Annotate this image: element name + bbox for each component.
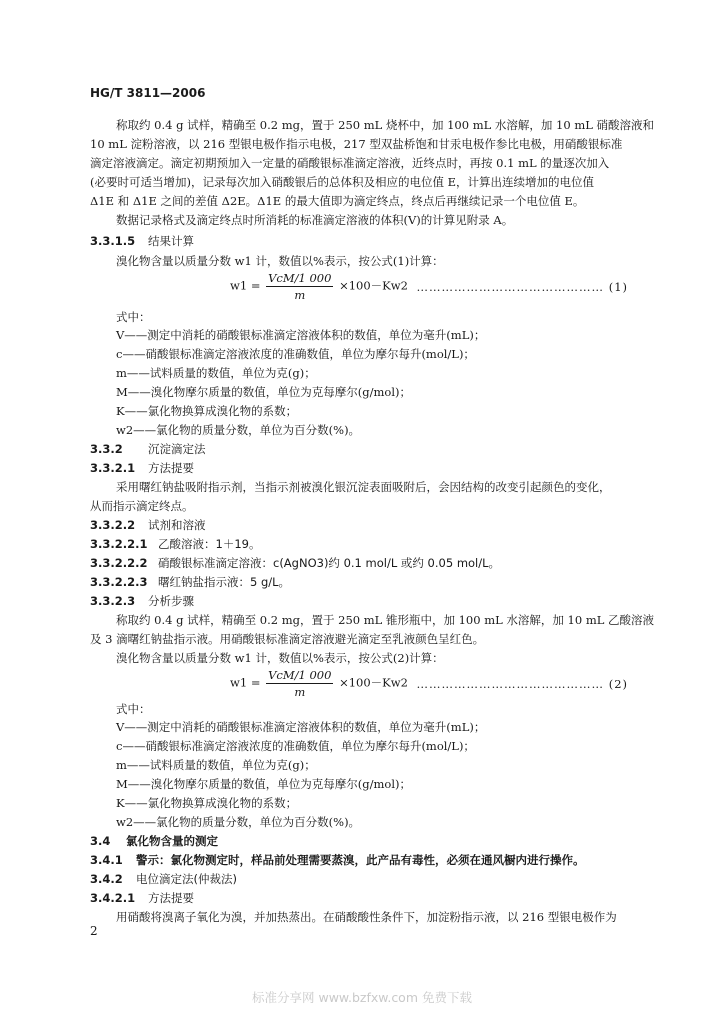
section-title: 分析步骤 xyxy=(148,594,194,608)
formula-rhs: ×100－Kw2 xyxy=(339,675,408,690)
section-heading-3321 xyxy=(90,459,636,478)
section-number: 3.4.1 xyxy=(90,853,123,867)
definition-line: M——溴化物摩尔质量的数值，单位为克每摩尔(g/mol)； xyxy=(116,777,411,791)
section-number: 3.3.2.2.2 xyxy=(90,556,148,570)
formula-lhs: w1 = xyxy=(230,675,261,690)
formula-1 xyxy=(230,270,408,303)
definition-line: V——测定中消耗的硝酸银标准滴定溶液体积的数值，单位为毫升(mL)； xyxy=(116,720,486,734)
paragraph-line: 及 3 滴曙红钠盐指示液。用硝酸银标准滴定溶液避光滴定至乳液颜色呈红色。 xyxy=(90,632,485,646)
section-title: 结果计算 xyxy=(148,234,194,248)
section-number: 3.4.2.1 xyxy=(90,891,136,905)
equation-number-1: ……………………………………… (1) xyxy=(416,280,628,294)
section-title: 方法提要 xyxy=(148,891,194,905)
paragraph-line: 称取约 0.4 g 试样，精确至 0.2 mg，置于 250 mL 烧杯中，加 100 mL 水溶解，加 10 mL 硝酸溶液和 xyxy=(116,118,655,132)
section-heading-3322 xyxy=(90,516,636,535)
section-number: 3.4 xyxy=(90,834,111,848)
section-title: 乙酸溶液：1＋19。 xyxy=(158,537,261,551)
section-heading-332 xyxy=(90,440,636,459)
section-heading-33221 xyxy=(90,535,636,554)
section-heading-33222 xyxy=(90,554,636,573)
calc-intro-2: 溴化物含量以质量分数 w1 计，数值以%表示，按公式(2)计算： xyxy=(116,651,444,665)
fraction-numerator: VcM/1 000 xyxy=(268,271,332,285)
paragraph-line: 滴定溶液滴定。滴定初期预加入一定量的硝酸银标准滴定溶液，近终点时，再按 0.1 mL 的量逐次加入 xyxy=(90,156,610,170)
section-title: 试剂和溶液 xyxy=(148,518,206,532)
section-number: 3.3.2.1 xyxy=(90,461,136,475)
calc-intro-1: 溴化物含量以质量分数 w1 计，数值以%表示，按公式(1)计算： xyxy=(116,254,444,268)
paragraph-line: 称取约 0.4 g 试样，精确至 0.2 mg，置于 250 mL 锥形瓶中，加 100 mL 水溶解，加 10 mL 乙酸溶液 xyxy=(116,613,655,627)
definition-line: w2——氯化物的质量分数，单位为百分数(%)。 xyxy=(116,815,361,829)
definition-line: w2——氯化物的质量分数，单位为百分数(%)。 xyxy=(116,423,361,437)
page-number: 2 xyxy=(90,924,98,938)
section-title: 硝酸银标准滴定溶液：c(AgNO3)约 0.1 mol/L 或约 0.05 mol/L。 xyxy=(158,556,501,570)
section-title: 曙红钠盐指示液：5 g/L。 xyxy=(158,575,291,589)
definition-line: m——试料质量的数值，单位为克(g)； xyxy=(116,758,316,772)
definition-line: K——氯化物换算成溴化物的系数； xyxy=(116,796,298,810)
formula-fraction xyxy=(266,667,333,700)
document-code: HG/T 3811—2006 xyxy=(90,86,206,100)
section-title: 沉淀滴定法 xyxy=(148,442,206,456)
section-title: 氯化物含量的测定 xyxy=(126,834,218,848)
definition-line: c——硝酸银标准滴定溶液浓度的准确数值，单位为摩尔每升(mol/L)； xyxy=(116,739,475,753)
formula-lhs: w1 = xyxy=(230,278,261,293)
definition-line: K——氯化物换算成溴化物的系数； xyxy=(116,404,298,418)
section-title: 警示：氯化物测定时，样品前处理需要蒸溴，此产品有毒性，必须在通风橱内进行操作。 xyxy=(136,853,585,867)
section-number: 3.3.2.3 xyxy=(90,594,136,608)
formula-2 xyxy=(230,667,408,700)
section-heading-33223 xyxy=(90,573,636,592)
definition-line: m——试料质量的数值，单位为克(g)； xyxy=(116,366,316,380)
paragraph-line: 用硝酸将溴离子氧化为溴，并加热蒸出。在硝酸酸性条件下，加淀粉指示液，以 216 型银电极作为 xyxy=(116,910,617,924)
equation-number-2: ……………………………………… (2) xyxy=(416,677,628,691)
section-title: 电位滴定法(仲裁法) xyxy=(136,872,237,886)
formula-fraction xyxy=(266,270,333,303)
section-number: 3.3.2 xyxy=(90,442,123,456)
fraction-denominator: m xyxy=(294,288,306,302)
fraction-numerator: VcM/1 000 xyxy=(268,668,332,682)
where-label: 式中： xyxy=(116,702,151,716)
section-heading-341 xyxy=(90,851,636,870)
section-heading-3315 xyxy=(90,232,636,251)
paragraph-line: 10 mL 淀粉溶液，以 216 型银电极作指示电极，217 型双盐桥饱和甘汞电极作参比电极，用硝酸银标准 xyxy=(90,137,623,151)
definition-line: V——测定中消耗的硝酸银标准滴定溶液体积的数值，单位为毫升(mL)； xyxy=(116,328,486,342)
section-heading-342 xyxy=(90,870,636,889)
section-number: 3.3.1.5 xyxy=(90,234,136,248)
section-heading-3323 xyxy=(90,592,636,611)
section-number: 3.3.2.2.3 xyxy=(90,575,148,589)
fraction-denominator: m xyxy=(294,685,306,699)
section-title: 方法提要 xyxy=(148,461,194,475)
section-heading-3421 xyxy=(90,889,636,908)
footer-watermark: 标准分享网 www.bzfxw.com 免费下载 xyxy=(252,990,472,1005)
definition-line: M——溴化物摩尔质量的数值，单位为克每摩尔(g/mol)； xyxy=(116,385,411,399)
section-number: 3.3.2.2.1 xyxy=(90,537,148,551)
formula-rhs: ×100－Kw2 xyxy=(339,278,408,293)
section-heading-34 xyxy=(90,832,636,851)
section-number: 3.4.2 xyxy=(90,872,123,886)
paragraph-line: 从而指示滴定终点。 xyxy=(90,499,194,513)
definition-line: c——硝酸银标准滴定溶液浓度的准确数值，单位为摩尔每升(mol/L)； xyxy=(116,347,475,361)
paragraph-line: (必要时可适当增加)，记录每次加入硝酸银后的总体积及相应的电位值 E，计算出连续增加的电位值 xyxy=(90,175,595,189)
where-label: 式中： xyxy=(116,310,151,324)
paragraph-line: 数据记录格式及滴定终点时所消耗的标准滴定溶液的体积(V)的计算见附录 A。 xyxy=(116,213,514,227)
paragraph-line: 采用曙红钠盐吸附指示剂，当指示剂被溴化银沉淀表面吸附后，会因结构的改变引起颜色的变化， xyxy=(116,480,611,494)
paragraph-line: Δ1E 和 Δ1E 之间的差值 Δ2E。Δ1E 的最大值即为滴定终点，终点后再继续记录一个电位值 E。 xyxy=(90,194,585,208)
section-number: 3.3.2.2 xyxy=(90,518,136,532)
